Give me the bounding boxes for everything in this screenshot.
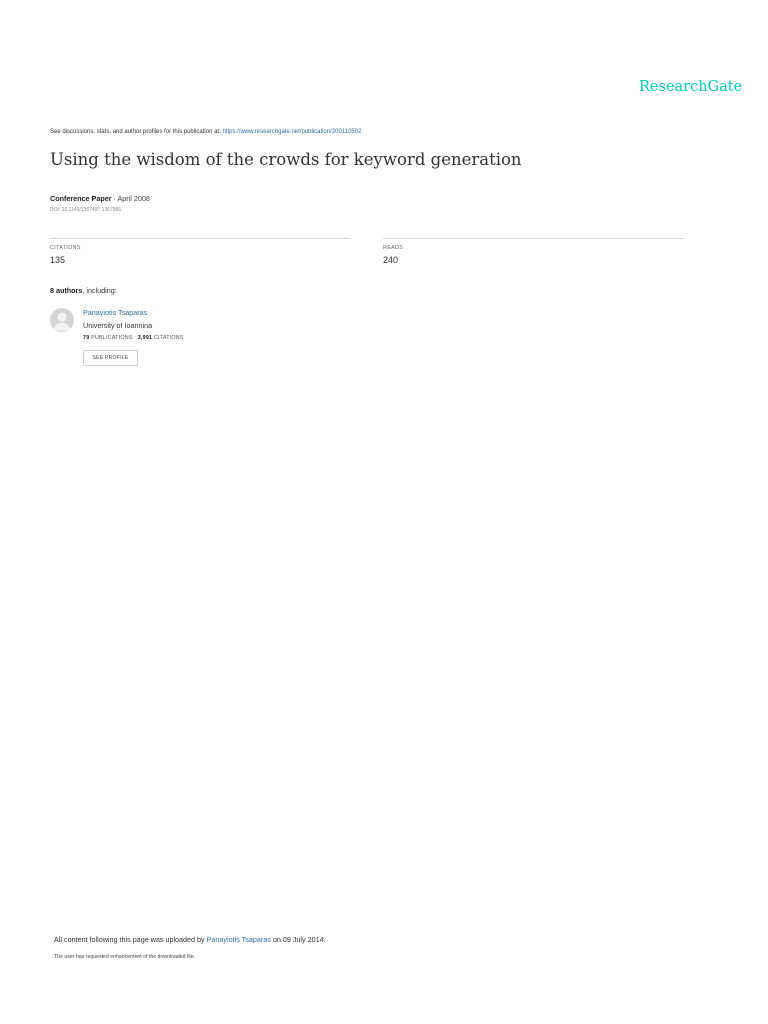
citations-value: 135	[50, 255, 66, 265]
see-discussions-line	[50, 129, 361, 135]
author-stats	[83, 335, 184, 341]
author-institution: University of Ioannina	[83, 321, 153, 330]
authors-count: 8 authors	[50, 286, 83, 295]
author-citations-label: CITATIONS	[152, 335, 184, 341]
person-silhouette-icon	[50, 308, 74, 332]
author-name-link[interactable]: Panayiotis Tsaparas	[83, 308, 148, 317]
upload-suffix: on 09 July 2014.	[270, 935, 326, 944]
author-publications-label: PUBLICATIONS	[89, 335, 133, 341]
see-profile-button[interactable]: SEE PROFILE	[83, 350, 138, 366]
publication-meta	[50, 194, 150, 203]
see-discussions-text: See discussions, stats, and author profiles for this publication at:	[50, 129, 223, 135]
publication-title: Using the wisdom of the crowds for keyword generation	[50, 150, 522, 169]
default-avatar-icon[interactable]	[50, 308, 74, 332]
reads-value: 240	[383, 255, 399, 265]
reads-divider	[383, 238, 684, 239]
citations-divider	[50, 238, 350, 239]
upload-prefix: All content following this page was uploaded by	[54, 935, 207, 944]
author-citations-count: 3,991	[137, 335, 153, 341]
upload-note	[54, 935, 326, 944]
citations-label: CITATIONS	[50, 245, 81, 251]
enhancement-note: The user has requested enhancement of the downloaded file.	[54, 954, 196, 960]
authors-heading	[50, 286, 117, 295]
publication-date: April 2008	[117, 194, 150, 203]
author-publications-count: 79	[83, 335, 90, 341]
researchgate-logo[interactable]: ResearchGate	[639, 79, 743, 95]
uploader-link[interactable]: Panayiotis Tsaparas	[206, 935, 271, 944]
meta-separator: ·	[111, 194, 118, 203]
authors-suffix: , including:	[82, 286, 117, 295]
publication-doi: DOI: 10.1145/1367497.1367566	[50, 207, 122, 213]
reads-label: READS	[383, 245, 404, 251]
publication-url-link[interactable]: https://www.researchgate.net/publication/200110502	[222, 129, 362, 135]
publication-type: Conference Paper	[50, 194, 112, 203]
